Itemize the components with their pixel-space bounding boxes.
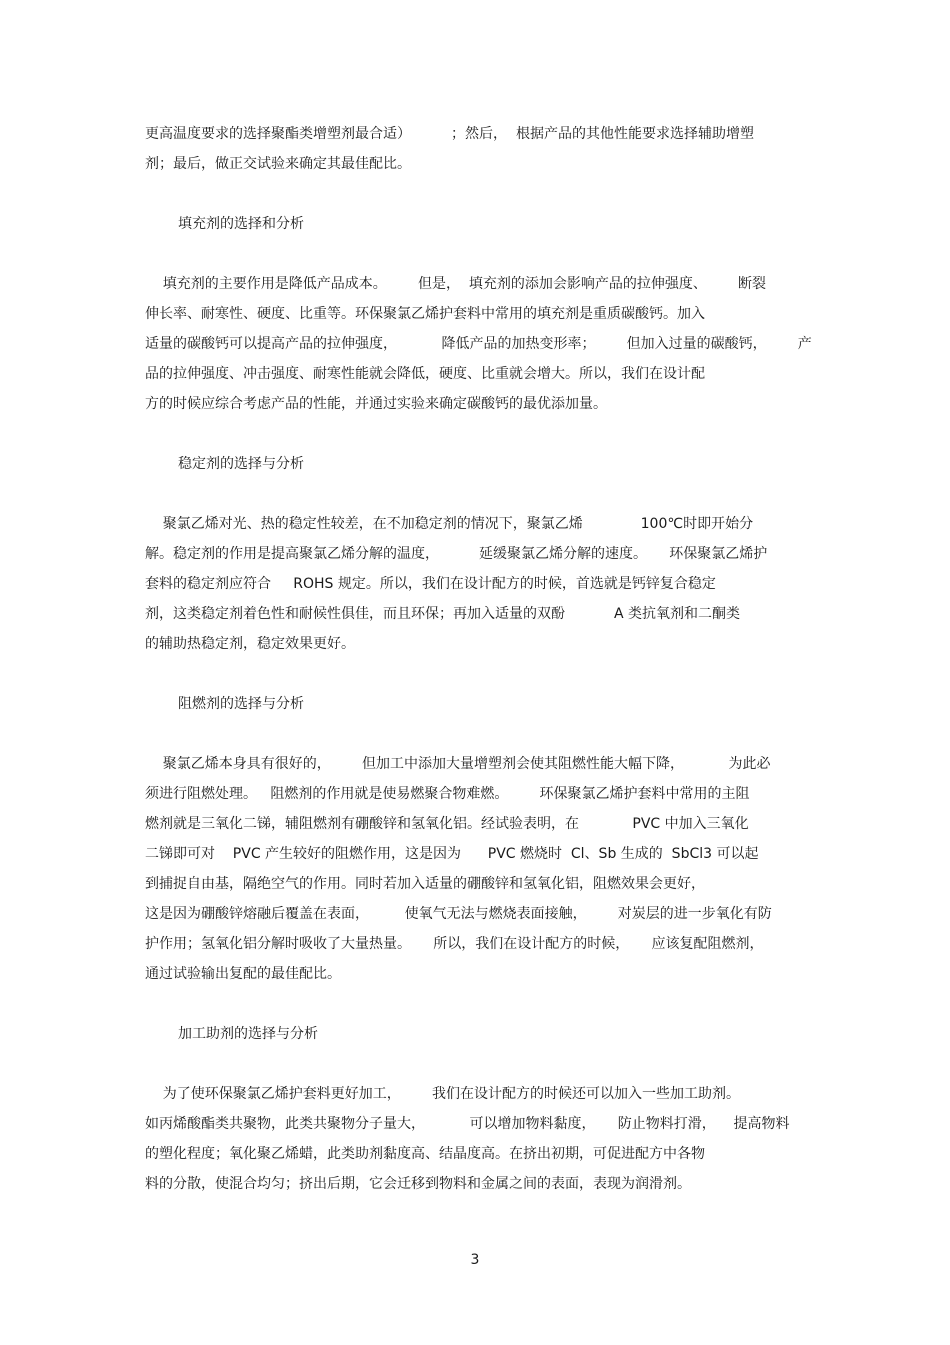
paragraph-line: 二锑即可对 PVC 产生较好的阻燃作用，这是因为 PVC 燃烧时 Cl、Sb 生成的 SbCl3 可以起 [145,846,759,862]
paragraph-line: 如丙烯酸酯类共聚物，此类共聚物分子量大， 可以增加物料黏度， 防止物料打滑， 提高物料 [145,1116,790,1132]
paragraph-line: 套料的稳定剂应符合 ROHS 规定。所以，我们在设计配方的时候，首选就是钙锌复合稳定 [145,576,716,592]
paragraph-line: 燃剂就是三氧化二锑，辅阻燃剂有硼酸锌和氢氧化铝。经试验表明，在 PVC 中加入三氧化 [145,816,749,832]
paragraph-line: 填充剂的主要作用是降低产品成本。 但是， 填充剂的添加会影响产品的拉伸强度、 断裂 [145,276,767,292]
paragraph-line: 的辅助热稳定剂，稳定效果更好。 [145,636,355,652]
paragraph-line: 的塑化程度；氧化聚乙烯蜡，此类助剂黏度高、结晶度高。在挤出初期，可促进配方中各物 [145,1146,705,1162]
paragraph-line: 剂；最后，做正交试验来确定其最佳配比。 [145,156,411,172]
paragraph-line: 护作用；氢氧化铝分解时吸收了大量热量。 所以，我们在设计配方的时候， 应该复配阻燃剂， [145,936,764,952]
page-number: 3 [470,1252,480,1268]
section-heading: 阻燃剂的选择与分析 [178,696,304,712]
paragraph-line: 这是因为硼酸锌熔融后覆盖在表面， 使氧气无法与燃烧表面接触， 对炭层的进一步氧化有防 [145,906,772,922]
paragraph-line: 聚氯乙烯对光、热的稳定性较差，在不加稳定剂的情况下，聚氯乙烯 100℃时即开始分 [145,516,754,532]
paragraph-line: 解。稳定剂的作用是提高聚氯乙烯分解的温度， 延缓聚氯乙烯分解的速度。 环保聚氯乙烯护 [145,546,768,562]
paragraph-line: 为了使环保聚氯乙烯护套料更好加工， 我们在设计配方的时候还可以加入一些加工助剂。 [145,1086,740,1102]
paragraph-line: 方的时候应综合考虑产品的性能，并通过实验来确定碳酸钙的最优添加量。 [145,396,607,412]
paragraph-line: 聚氯乙烯本身具有很好的， 但加工中添加大量增塑剂会使其阻燃性能大幅下降， 为此必 [145,756,771,772]
paragraph-line: 伸长率、耐寒性、硬度、比重等。环保聚氯乙烯护套料中常用的填充剂是重质碳酸钙。加入 [145,306,705,322]
section-heading: 加工助剂的选择与分析 [178,1026,318,1042]
paragraph-line: 剂，这类稳定剂着色性和耐候性俱佳，而且环保；再加入适量的双酚 A 类抗氧剂和二酮类 [145,606,740,622]
section-heading: 稳定剂的选择与分析 [178,456,304,472]
paragraph-line: 更高温度要求的选择聚酯类增塑剂最合适） ；然后， 根据产品的其他性能要求选择辅助增塑 [145,126,754,142]
paragraph-line: 到捕捉自由基，隔绝空气的作用。同时若加入适量的硼酸锌和氢氧化铝，阻燃效果会更好， [145,876,705,892]
paragraph-line: 料的分散，使混合均匀；挤出后期，它会迁移到物料和金属之间的表面，表现为润滑剂。 [145,1176,691,1192]
paragraph-line: 须进行阻燃处理。 阻燃剂的作用就是使易燃聚合物难燃。 环保聚氯乙烯护套料中常用的主阻 [145,786,750,802]
paragraph-line: 品的拉伸强度、冲击强度、耐寒性能就会降低，硬度、比重就会增大。所以，我们在设计配 [145,366,705,382]
paragraph-line: 通过试验输出复配的最佳配比。 [145,966,341,982]
section-heading: 填充剂的选择和分析 [178,216,304,232]
paragraph-line: 适量的碳酸钙可以提高产品的拉伸强度， 降低产品的加热变形率； 但加入过量的碳酸钙， 产 [145,336,812,352]
